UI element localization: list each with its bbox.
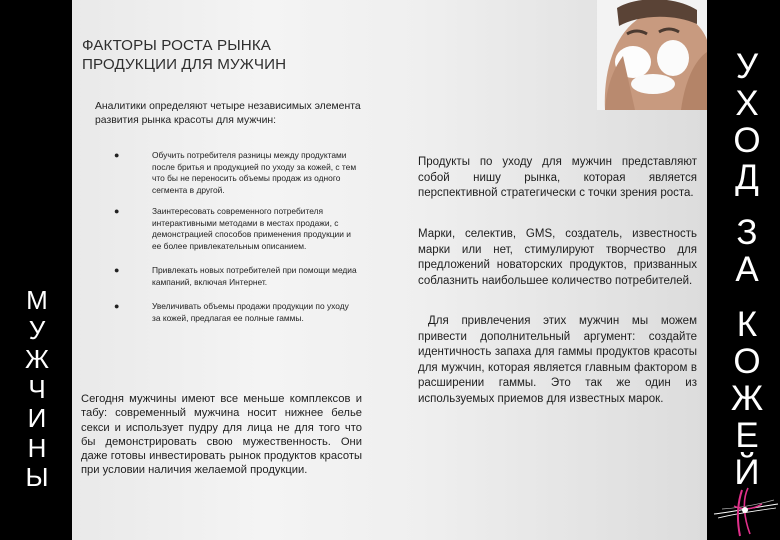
vertical-letter: О [733,342,761,381]
word-gap [722,196,772,214]
right-paragraph: Для привлечения этих мужчин мы можем привести дополнительный аргумент: создайте идентичность запаха для гаммы продуктов красоты для мужчин, которая является главным фактором в расширении гаммы. Это так же один из используемых приемов для известных марок. [418,315,697,405]
list-item [114,301,359,324]
list-item [114,206,359,252]
vertical-letter: З [736,213,758,252]
bullet-icon: ● [114,206,120,216]
vertical-letter: Ж [730,379,764,418]
page-title [82,36,412,74]
vertical-letter: У [735,47,759,86]
right-paragraph: Марки, селектив, GMS, создатель, известность марки или нет, стимулируют творчество для предложений новаторских продуктов, призванных соблазнить наибольшее количество потребителей. [418,228,697,287]
list-item-text: Привлекать новых потребителей при помощи медиа кампаний, включая Интернет. [152,265,357,287]
vertical-letter: Н [27,432,47,463]
bullet-icon: ● [114,301,120,311]
vertical-letter: Е [735,416,759,455]
vertical-letter: Ж [24,344,49,374]
vertical-word-right [722,48,772,491]
list-item-text: Заинтересовать современного потребителя интерактивными методами в местах продажи, с демонстрацией способов применения продукции и ее более привлекательным описанием. [152,206,351,251]
vertical-letter: У [28,314,46,345]
man-washing-face-photo [597,0,707,110]
word-gap [722,288,772,306]
vertical-letter: М [26,285,48,315]
left-paragraph: Сегодня мужчины имеют все меньше комплексов и табу: современный мужчина носит нижнее белье секси и использует пудру для лица не для того что бы демонстрировать свою мужественность. Они даже готовы инвестировать рынок продуктов красоты при условии наличия желаемой продукции. [81,393,362,477]
bullet-list [114,150,359,324]
intro-text: Аналитики определяют четыре независимых элемента развития рынка красоты для мужчин: [95,101,361,126]
vertical-letter: О [733,121,761,160]
vertical-letter: Х [735,84,759,123]
vertical-letter: Й [734,453,760,492]
face-illustration [597,0,707,110]
vertical-letter: И [27,403,47,433]
list-item-text: Увеличивать объемы продажи продукции по уходу за кожей, предлагая ее полные гаммы. [152,301,349,323]
vertical-word-left [22,286,52,493]
bullet-icon: ● [114,265,120,275]
vertical-letter: К [736,305,758,344]
vertical-letter: А [735,250,759,289]
brand-logo-icon [712,478,780,540]
title-line: ПРОДУКЦИИ ДЛЯ МУЖЧИН [82,56,287,73]
right-paragraph: Продукты по уходу для мужчин представляют собой нишу рынка, которая является перспективной стратегически с точки зрения роста. [418,156,697,199]
bullet-icon: ● [114,150,120,160]
list-item [114,150,359,196]
list-item [114,265,359,288]
title-line: ФАКТОРЫ РОСТА РЫНКА [82,37,272,54]
vertical-letter: Ы [25,462,49,492]
list-item-text: Обучить потребителя разницы между продуктами после бритья и продукцией по уходу за кожей, с тем что бы не переносить объемы продаж из одного сегмента в другой. [152,150,357,195]
vertical-letter: Д [735,158,759,197]
vertical-letter: Ч [28,373,46,404]
